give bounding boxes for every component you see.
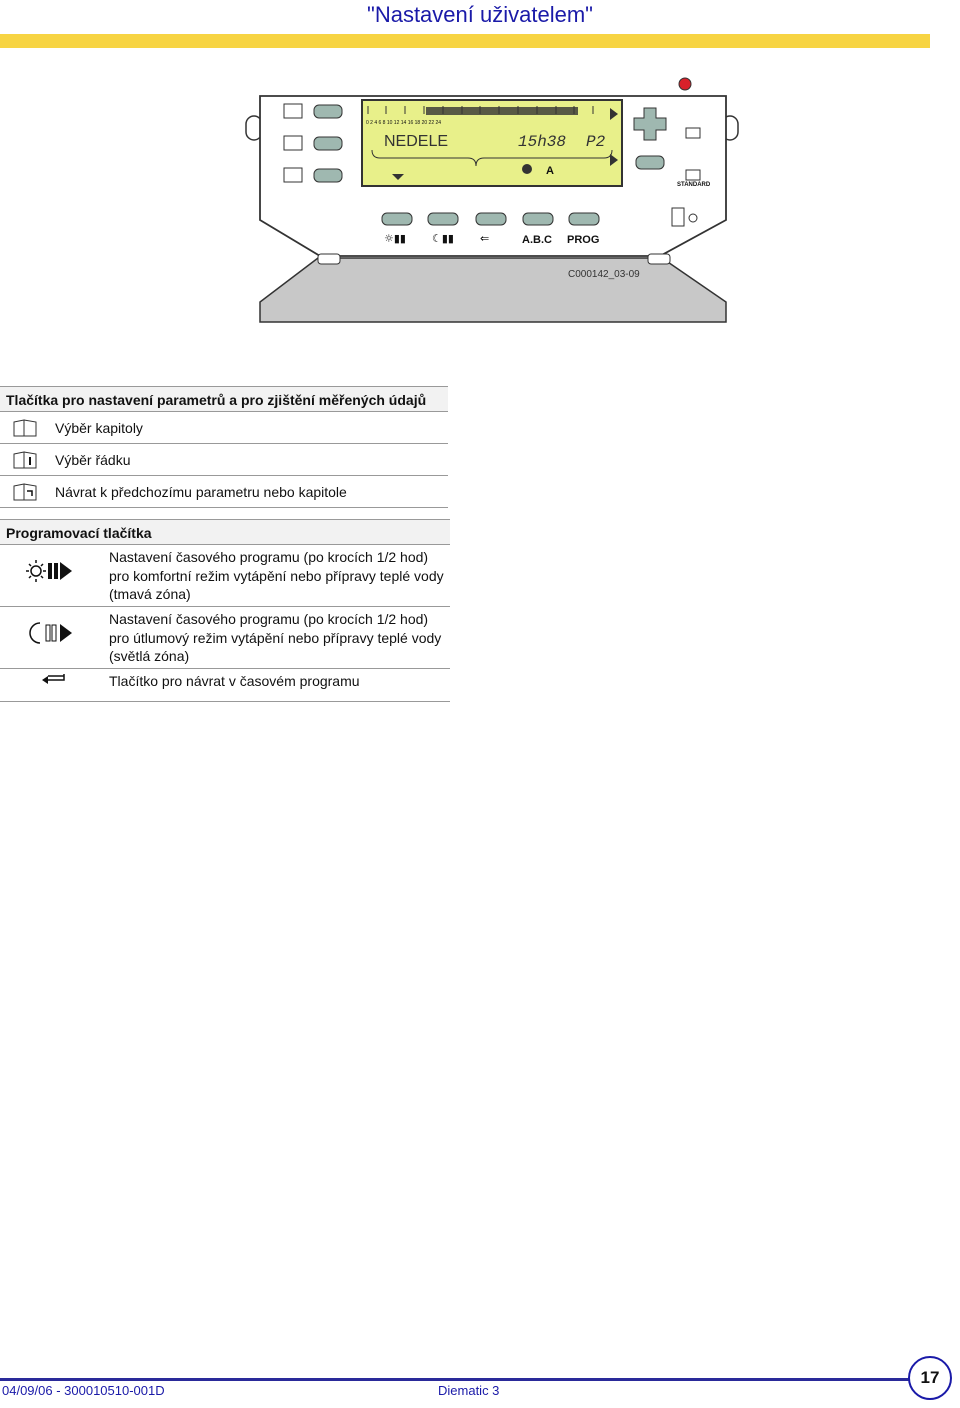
- svg-text:☾▮▮: ☾▮▮: [432, 232, 454, 245]
- table1-heading: Tlačítka pro nastavení parametrů a pro zjištění měřených údajů: [0, 386, 448, 412]
- moon-program-icon: [26, 621, 76, 645]
- svg-text:☼▮▮: ☼▮▮: [384, 232, 406, 245]
- prog-label: PROG: [567, 234, 600, 246]
- control-panel-illustration: [240, 70, 740, 330]
- footer-rule: [0, 1378, 910, 1381]
- lcd-prog: P2: [586, 133, 606, 151]
- lcd-day: NEDELE: [384, 133, 449, 150]
- svg-text:⇐: ⇐: [480, 232, 490, 245]
- row-label: Nastavení časového programu (po krocích 1/2 hod) pro útlumový režim vytápění nebo přípravy teplé vody (světlá zóna): [109, 611, 442, 664]
- sun-program-icon: [26, 559, 76, 583]
- figure-code: C000142_03-09: [568, 269, 640, 280]
- row-label: Tlačítko pro návrat v časovém programu: [109, 673, 360, 689]
- return-arrow-icon: [40, 671, 66, 685]
- row-label: Nastavení časového programu (po krocích 1/2 hod) pro komfortní režim vytápění nebo přípravy teplé vody (tmavá zóna): [109, 549, 444, 602]
- table-row: [0, 412, 448, 444]
- row-label: Výběr kapitoly: [55, 420, 143, 436]
- footer-product: Diematic 3: [438, 1383, 500, 1398]
- lcd-mode: A: [546, 165, 554, 177]
- page-number: 17: [920, 1368, 940, 1387]
- lcd-time: 15h38: [518, 133, 567, 151]
- table-row: [0, 444, 448, 476]
- page-title: "Nastavení uživatelem": [367, 2, 593, 27]
- row-label: Výběr řádku: [55, 452, 131, 468]
- abc-label: A.B.C: [522, 234, 552, 246]
- table-row: [0, 476, 448, 508]
- table-row: [0, 545, 450, 607]
- book-chapter-icon: [12, 418, 40, 438]
- title-accent-bar: [0, 34, 930, 48]
- table-row: [0, 669, 450, 702]
- table-row: [0, 607, 450, 669]
- book-back-icon: [12, 482, 40, 502]
- standard-label: STANDARD: [677, 182, 711, 188]
- table2-heading: Programovací tlačítka: [0, 519, 450, 545]
- footer-doc-ref: 04/09/06 - 300010510-001D: [2, 1383, 165, 1398]
- book-line-icon: [12, 450, 40, 470]
- row-label: Návrat k předchozímu parametru nebo kapitole: [55, 484, 347, 500]
- svg-text:0 2 4 6 8 10 12 14: 0 2 4 6 8 10 12 14 16 18 20 22 24: [366, 120, 442, 126]
